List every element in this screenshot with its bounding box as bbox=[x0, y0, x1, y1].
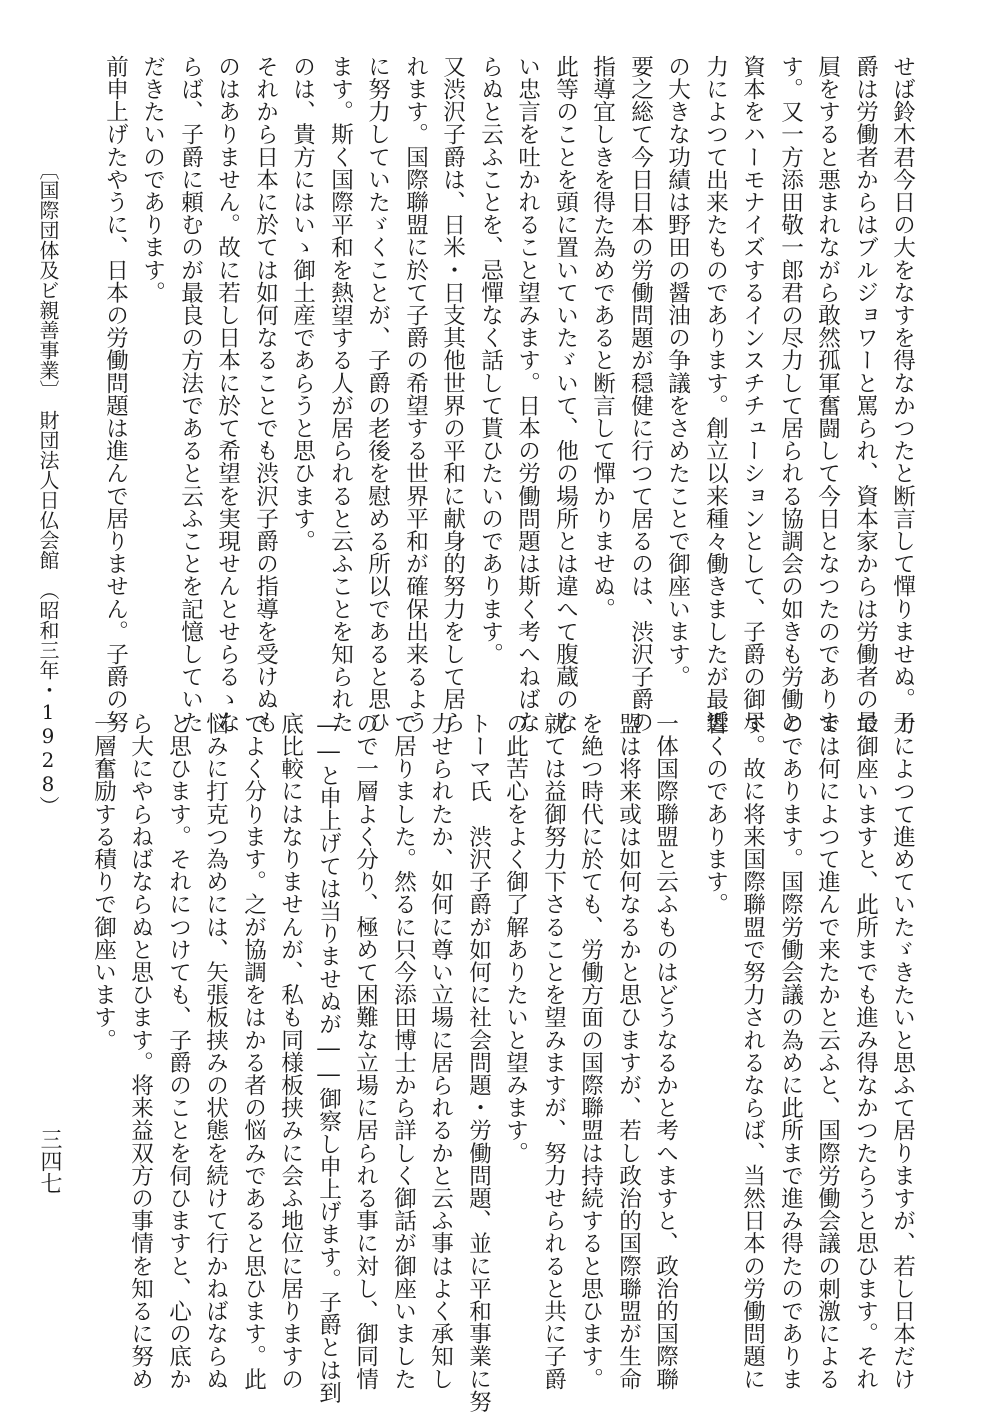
text-column: 盟は将来或は如何なるかと思ひますが、若し政治的国際聯盟が生命 bbox=[615, 712, 642, 1390]
text-column: 力せられたか、如何に尊い立場に居られるかと云ふ事はよく承知し bbox=[427, 712, 454, 1390]
text-column: では何によつて進んで来たかと云ふと、国際労働会議の刺激による bbox=[814, 712, 841, 1390]
text-column: トーマ氏 渋沢子爵が如何に社会問題・労働問題、並に平和事業に努 bbox=[465, 712, 492, 1413]
text-column: らぬと云ふことを、忌憚なく話して貰ひたいのであります。 bbox=[477, 55, 504, 666]
text-column: 一層奮励する積りで御座います。 bbox=[90, 712, 117, 1051]
text-column: ――と申上げては当りませぬが――御察し申上げます。子爵とは到 bbox=[315, 712, 342, 1404]
text-column: 又渋沢子爵は、日米・日支其他世界の平和に献身的努力をして居ら bbox=[439, 55, 466, 733]
text-column: 要之総て今日日本の労働問題が穏健に行つて居るのは、渋沢子爵の bbox=[627, 55, 654, 733]
text-column: のはありません。故に若し日本に於て希望を実現せんとせらるゝな bbox=[214, 55, 241, 733]
text-column: らば、子爵に頼むのが最良の方法であると云ふことを記憶していた bbox=[177, 55, 204, 733]
text-column: れます。国際聯盟に於て子爵の希望する世界平和が確保出来るよう bbox=[402, 55, 429, 733]
text-column: のであります。国際労働会議の為めに此所まで進み得たのでありま bbox=[777, 712, 804, 1390]
text-column: 爵は労働者からはブルジョワーと罵られ、資本家からは労働者の最 bbox=[852, 55, 879, 733]
text-column: 一体国際聯盟と云ふものはどうなるかと考へますと、政治的国際聯 bbox=[652, 712, 679, 1390]
text-column: と思ひます。それにつけても、子爵のことを伺ひますと、心の底か bbox=[165, 712, 192, 1390]
text-column: 底比較にはなりませんが、私も同様板挟みに会ふ地位に居りますの bbox=[277, 712, 304, 1390]
source-citation: 〔国際団体及ビ親善事業〕 財団法人日仏会館 （昭和三年・1928） bbox=[36, 160, 60, 816]
page-number: 三四七 bbox=[37, 1128, 62, 1194]
text-column: 屓をすると悪まれながら敢然孤軍奮闘して今日となつたのでありま bbox=[814, 55, 841, 733]
text-column: に努力していたゞくことが、子爵の老後を慰める所以であると思ひ bbox=[364, 55, 391, 733]
text-column: て居りました。然るに只今添田博士から詳しく御話が御座いました bbox=[390, 712, 417, 1390]
text-column: 此等のことを頭に置いていたゞいて、他の場所とは違へて腹蔵のな bbox=[552, 55, 579, 733]
text-column: 力によつて出来たものであります。創立以来種々働きましたが最近 bbox=[702, 55, 729, 733]
text-column: で御座いますと、此所までも進み得なかつたらうと思ひます。それ bbox=[852, 712, 879, 1390]
text-column: 指導宜しきを得た為めであると断言して憚かりませぬ。 bbox=[589, 55, 616, 620]
text-column: せば鈴木君今日の大をなすを得なかつたと断言して憚りませぬ。子 bbox=[889, 55, 916, 733]
text-column: でよく分ります。之が協調をはかる者の悩みであると思ひます。此 bbox=[240, 712, 267, 1390]
text-column: い忠言を吐かれること望みます。日本の労働問題は斯く考へねばな bbox=[514, 55, 541, 733]
text-column: す。故に将来国際聯盟で努力されるならば、当然日本の労働問題に bbox=[739, 712, 766, 1390]
text-column: の大きな功績は野田の醤油の争議をさめたことで御座います。 bbox=[664, 55, 691, 688]
text-column: 力によつて進めていたゞきたいと思ふて居りますが、若し日本だけ bbox=[889, 712, 916, 1390]
text-column: ので一層よく分り、極めて困難な立場に居られる事に対し、御同情 bbox=[352, 712, 379, 1390]
text-column: それから日本に於ては如何なることでも渋沢子爵の指導を受けぬも bbox=[252, 55, 279, 733]
text-column: 資本をハーモナイズするインスチチューションとして、子爵の御尽 bbox=[739, 55, 766, 733]
text-column: ます。斯く国際平和を熱望する人が居られると云ふことを知られた bbox=[327, 55, 354, 733]
text-column: のは、貴方にはいゝ御土産であらうと思ひます。 bbox=[289, 55, 316, 553]
text-column: 響くのであります。 bbox=[702, 712, 729, 916]
text-column: の此苦心をよく御了解ありたいと望みます。 bbox=[502, 712, 529, 1164]
text-column: だきたいのであります。 bbox=[139, 55, 166, 304]
text-column: を絶つ時代に於ても、労働方面の国際聯盟は持続すると思ひます。 bbox=[577, 712, 604, 1390]
text-column: す。又一方添田敬一郎君の尽力して居られる協調会の如きも労働と bbox=[777, 55, 804, 733]
text-column: ら大にやらねばならぬと思ひます。将来益双方の事情を知るに努め bbox=[127, 712, 154, 1390]
text-column: 前申上げたやうに、日本の労働問題は進んで居りません。子爵の努 bbox=[102, 55, 129, 733]
text-column: 就ては益御努力下さることを望みますが、努力せられると共に子爵 bbox=[540, 712, 567, 1390]
text-column: 悩みに打克つ為めには、矢張板挟みの状態を続けて行かねばならぬ bbox=[202, 712, 229, 1390]
